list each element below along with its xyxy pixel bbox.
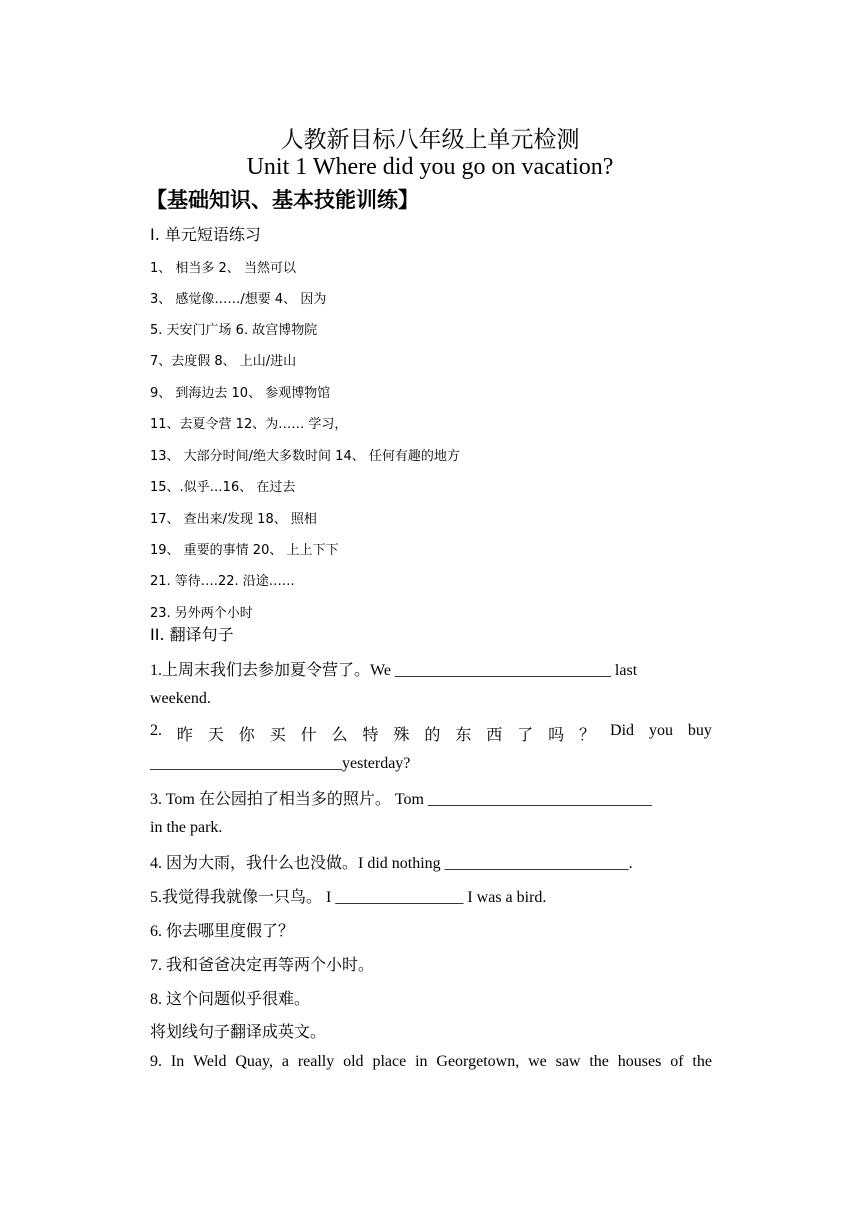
word: 了 <box>517 727 534 744</box>
word: 特 <box>362 727 379 744</box>
phrase-item: 17、 查出来/发现 18、 照相 <box>150 512 317 527</box>
part1-heading: I. 单元短语练习 <box>150 225 261 244</box>
word: 殊 <box>393 727 410 744</box>
word: Weld <box>193 1053 227 1070</box>
sentence-2-line-1 <box>150 722 712 745</box>
word: the <box>589 1053 609 1070</box>
phrase-item: 7、去度假 8、 上山/进山 <box>150 354 297 369</box>
phrase-item: 19、 重要的事情 20、 上上下下 <box>150 543 339 558</box>
word: 什 <box>300 727 317 744</box>
document-title: 人教新目标八年级上单元检测 <box>280 127 580 153</box>
sentence-4: 4. 因为大雨，我什么也没做。I did nothing _______________________. <box>150 855 633 872</box>
word: a <box>281 1053 289 1070</box>
word: 吗 <box>548 727 565 744</box>
sentence-1-text: 1.上周末我们去参加夏令营了。We ___________________________ last <box>150 662 638 679</box>
word: Georgetown, <box>436 1053 520 1070</box>
phrase-item: 1、 相当多 2、 当然可以 <box>150 261 296 276</box>
word: ？ <box>579 727 596 744</box>
word: you <box>648 722 673 739</box>
sentence-3-line-2: in the park. <box>150 819 223 836</box>
word: 的 <box>424 727 441 744</box>
word: 买 <box>269 727 286 744</box>
document-subtitle: Unit 1 Where did you go on vacation? <box>246 154 614 180</box>
phrase-item: 15、.似乎…16、 在过去 <box>150 480 296 495</box>
word: 2. <box>150 722 162 739</box>
sentence-8: 8. 这个问题似乎很难。 <box>150 991 311 1008</box>
part2-heading: II. 翻译句子 <box>150 625 234 644</box>
word: 么 <box>331 727 348 744</box>
word: 西 <box>486 727 503 744</box>
word: old <box>343 1053 364 1070</box>
word: In <box>170 1053 185 1070</box>
sentence-2-line-2: ________________________yesterday? <box>150 755 411 772</box>
word: place <box>372 1053 407 1070</box>
word: buy <box>687 722 712 739</box>
sentence-1-line-2: weekend. <box>150 690 211 707</box>
phrase-item: 13、 大部分时间/绝大多数时间 14、 任何有趣的地方 <box>150 449 460 464</box>
sentence-3-line-1: 3. Tom 在公园拍了相当多的照片。 Tom ____________________________ <box>150 791 652 808</box>
phrase-item: 9、 到海边去 10、 参观博物馆 <box>150 386 331 401</box>
word: 你 <box>238 727 255 744</box>
word: 9. <box>150 1053 162 1070</box>
word: houses <box>617 1053 662 1070</box>
word: really <box>297 1053 335 1070</box>
word: Quay, <box>235 1053 273 1070</box>
word: Did <box>610 722 635 739</box>
sentence-7: 7. 我和爸爸决定再等两个小时。 <box>150 957 375 974</box>
word: we <box>528 1053 547 1070</box>
phrase-item: 3、 感觉像……/想要 4、 因为 <box>150 292 327 307</box>
word: in <box>415 1053 428 1070</box>
phrase-item: 21. 等待….22. 沿途…… <box>150 574 295 589</box>
section-heading: 【基础知识、基本技能训练】 <box>146 188 419 212</box>
sentence-5: 5.我觉得我就像一只鸟。 I ________________ I was a bird. <box>150 889 547 906</box>
phrase-item: 23. 另外两个小时 <box>150 606 253 621</box>
word: saw <box>555 1053 581 1070</box>
word: of <box>670 1053 684 1070</box>
translation-instruction: 将划线句子翻译成英文。 <box>150 1024 327 1041</box>
sentence-6: 6. 你去哪里度假了？ <box>150 923 295 940</box>
phrase-item: 5. 天安门广场 6. 故宫博物院 <box>150 323 318 338</box>
word: 东 <box>455 727 472 744</box>
word: 天 <box>207 727 224 744</box>
sentence-9-line-1 <box>150 1053 712 1071</box>
sentence-1-line-1 <box>150 657 712 680</box>
phrase-item: 11、去夏令营 12、为…… 学习， <box>150 417 348 432</box>
word: the <box>692 1053 712 1070</box>
word: 昨 <box>176 727 193 744</box>
